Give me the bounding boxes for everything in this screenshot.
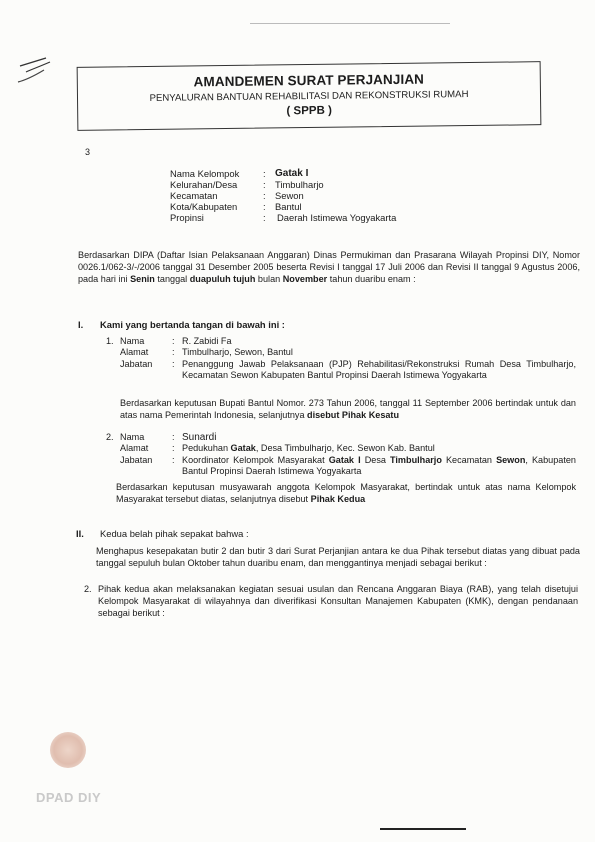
item-2-number: 2. [84,584,92,594]
info-row: Kelurahan/Desa : Timbulharjo [170,179,324,190]
info-row: Kecamatan : Sewon [170,190,304,201]
item-2-paragraph: Pihak kedua akan melaksanakan kegiatan sesuai usulan dan Rencana Anggaran Biaya (RAB), yang telah disetujui Kelompok Masyarakat di wilayahnya dan diverifikasi Konsultan Manajemen Kabupaten (KMK), dengan pendanaan sebagai berikut : [98,584,578,618]
intro-paragraph: Berdasarkan DIPA (Daftar Isian Pelaksanaan Anggaran) Dinas Permukiman dan Prasarana Wilayah Propinsi DIY, Nomor 0026.1/062-3/-/2006 tanggal 31 Desember 2005 beserta Revisi I tanggal 17 Juli 2006 dan Revisi II tanggal 9 Agustus 2006, pada hari ini Senin tanggal duapuluh tujuh bulan November tahun duaribu enam : [78,250,580,284]
section-1-title: Kami yang bertanda tangan di bawah ini : [100,319,285,330]
info-row: Propinsi : Daerah Istimewa Yogyakarta [170,212,397,223]
section-2-title: Kedua belah pihak sepakat bahwa : [100,528,249,539]
party-2-block: 2. Nama : Sunardi Alamat : Pedukuhan Gatak, Desa Timbulharjo, Kec. Sewon Kab. Bantul Jabatan : Koordinator Kelompok Masyarakat Gatak I Desa Timbulharjo Kecamatan Sewon, Kabupaten Bantul Propinsi Daerah Istimewa Yogyakarta [106,432,576,476]
document-title: AMANDEMEN SURAT PERJANJIAN [193,71,425,90]
stamp-seal-icon [50,732,86,768]
archive-watermark: DPAD DIY [36,790,102,805]
group-info [170,168,396,223]
page-mark: 3 [85,147,91,157]
document-code: ( SPPB ) [286,104,332,118]
info-row: Kota/Kabupaten : Bantul [170,201,302,212]
top-edge-line [250,23,450,24]
section-2-paragraph: Menghapus kesepakatan butir 2 dan butir 3 dari Surat Perjanjian antara ke dua Pihak tersebut diatas yang dibuat pada tanggal sepuluh bulan Oktober tahun duaribu enam, dan menggantinya menjadi sebagai berikut : [96,546,580,568]
info-row: Nama Kelompok : Gatak I [170,168,309,179]
title-box [77,61,542,131]
section-2-number: II. [76,528,84,539]
document-subtitle: PENYALURAN BANTUAN REHABILITASI DAN REKONSTRUKSI RUMAH [149,89,469,104]
party-1-basis: Berdasarkan keputusan Bupati Bantul Nomor. 273 Tahun 2006, tanggal 11 September 2006 bertindak untuk dan atas nama Pemerintah Indonesia, selanjutnya disebut Pihak Kesatu [120,398,576,420]
handwritten-mark-icon [16,54,56,94]
party-1-block: 1. Nama : R. Zabidi Fa Alamat : Timbulharjo, Sewon, Bantul Jabatan : Penanggung Jawab Pelaksanaan (PJP) Rehabilitasi/Rekonstruksi Rumah Desa Timbulharjo, Kecamatan Sewon Kabupaten Bantul Propinsi Daerah Istimewa Yogyakarta [106,336,576,380]
section-1-number: I. [78,319,84,330]
signature-line [380,828,466,830]
party-2-basis: Berdasarkan keputusan musyawarah anggota Kelompok Masyarakat, bertindak untuk atas nama Kelompok Masyarakat tersebut diatas, selanjutnya disebut Pihak Kedua [116,482,576,504]
